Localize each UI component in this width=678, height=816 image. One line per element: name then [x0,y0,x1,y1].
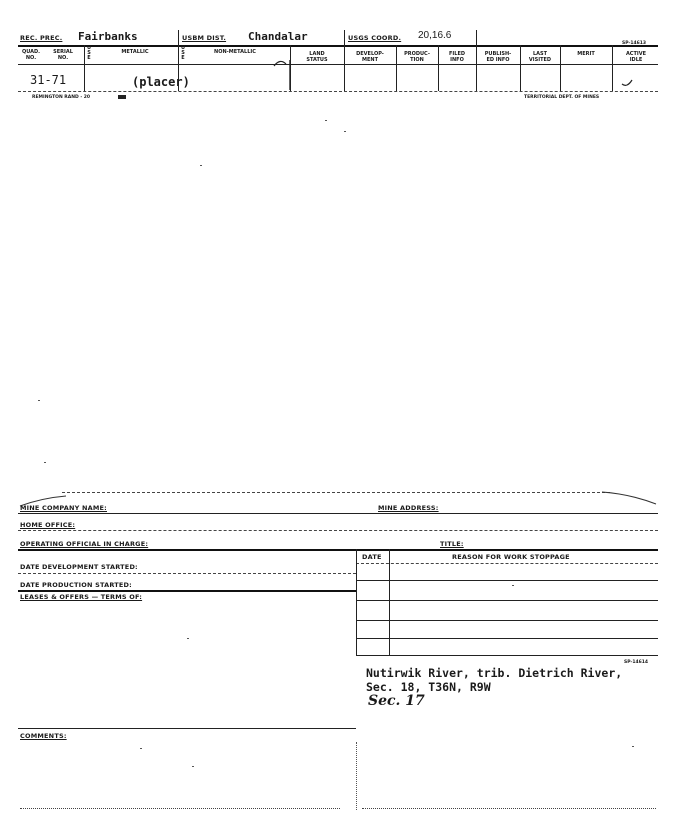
usbm-dist-label: USBM DIST. [182,34,227,42]
col-serial-no: SERIAL NO. [53,49,73,61]
usbm-dist-value: Chandalar [248,30,308,43]
handwritten-section-note: Sec. 17 [368,693,425,709]
comments-label: COMMENTS: [20,732,67,740]
col-land-status: LAND STATUS [306,51,328,63]
col-published-info: PUBLISH- ED INFO [484,51,512,63]
mine-company-name-label: MINE COMPANY NAME: [20,504,107,512]
remington-rand-label: REMINGTON RAND - 20 [32,95,91,100]
col-non-metallic: NON-METALLIC [214,49,256,55]
leases-offers-label: LEASES & OFFERS — TERMS OF: [20,593,143,601]
form-number-top: SP-14613 [622,41,646,46]
reason-column-header: REASON FOR WORK STOPPAGE [452,553,570,561]
usgs-coord-value: 20,16.6 [418,30,452,41]
curled-edge [600,488,658,508]
date-column-header: DATE [362,553,382,561]
col-filed-info: FILED INFO [448,51,466,63]
col-quad-no: QUAD. NO. [21,49,41,61]
ink-mark [118,95,126,99]
col-metallic: METALLIC [121,49,149,55]
col-production: PRODUC- TION [404,51,430,63]
col-active-idle: ACTIVE IDLE [625,51,647,63]
mine-address-label: MINE ADDRESS: [378,504,439,512]
operating-official-label: OPERATING OFFICIAL IN CHARGE: [20,540,149,548]
serial-value: 31-71 [30,73,67,87]
form-number-bottom: SP-14614 [624,660,648,665]
date-production-label: DATE PRODUCTION STARTED: [20,581,132,589]
rec-prec-label: REC. PREC. [20,34,63,42]
check-mark [620,76,636,88]
home-office-label: HOME OFFICE: [20,521,76,529]
title-label: TITLE: [440,540,464,548]
location-line-1: Nutirwik River, trib. Dietrich River, [366,666,623,680]
usgs-coord-label: USGS COORD. [348,34,402,42]
pencil-bracket-mark [270,56,296,92]
col-development: DEVELOP- MENT [356,51,384,63]
territorial-dept-label: TERRITORIAL DEPT. OF MINES [524,95,600,100]
col-use-right: U S E [180,45,186,61]
col-merit: MERIT [577,51,595,57]
rec-prec-value: Fairbanks [78,30,138,43]
date-development-label: DATE DEVELOPMENT STARTED: [20,563,138,571]
col-use-left: U S E [86,45,92,61]
metallic-value: (placer) [132,75,190,89]
location-line-2: Sec. 18, T36N, R9W [366,680,491,694]
col-last-visited: LAST VISITED [528,51,552,63]
